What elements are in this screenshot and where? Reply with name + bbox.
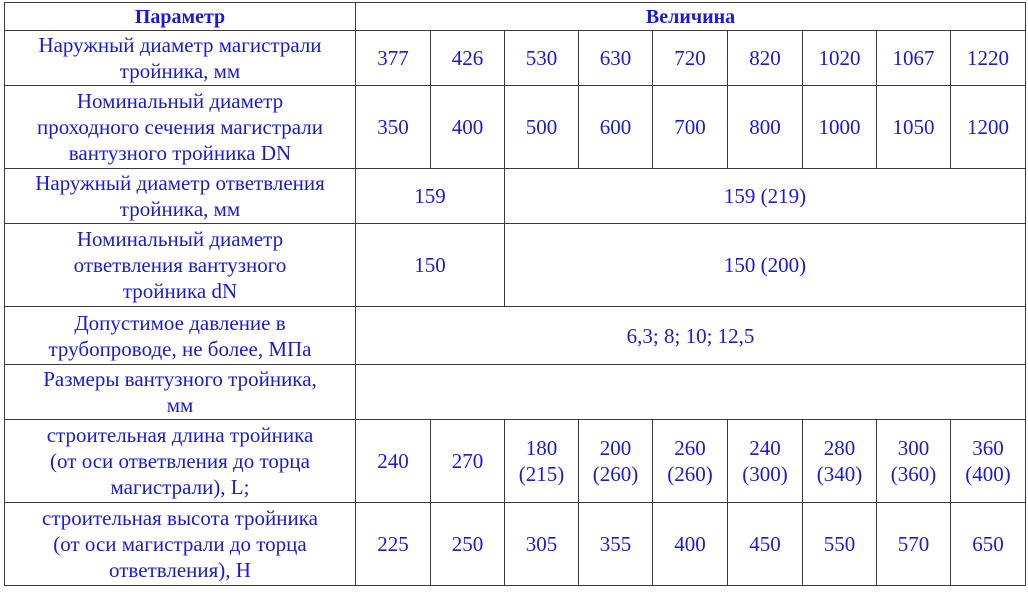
cell-value: 240 bbox=[356, 420, 431, 503]
cell-value: 350 bbox=[356, 86, 431, 169]
cell-value: 570 bbox=[877, 503, 951, 586]
row-label: строительная длина тройника (от оси ответвления до торца магистрали), L; bbox=[5, 420, 356, 503]
cell-value: 800 bbox=[728, 86, 803, 169]
cell-value: 1000 bbox=[803, 86, 877, 169]
row-label: Допустимое давление в трубопроводе, не более, МПа bbox=[5, 307, 356, 365]
cell-value: 6,3; 8; 10; 12,5 bbox=[356, 307, 1026, 365]
cell-value: 270 bbox=[431, 420, 505, 503]
row-label: строительная высота тройника (от оси магистрали до торца ответвления), Н bbox=[5, 503, 356, 586]
row-label: Номинальный диаметр ответвления вантузного тройника dN bbox=[5, 224, 356, 307]
cell-value: 650 bbox=[951, 503, 1026, 586]
row-label: Наружный диаметр магистрали тройника, мм bbox=[5, 31, 356, 86]
cell-value: 1220 bbox=[951, 31, 1026, 86]
cell-value: 400 bbox=[653, 503, 728, 586]
row-sizes bbox=[5, 365, 1026, 420]
row-nominal-diameter bbox=[5, 86, 1026, 169]
cell-value: 820 bbox=[728, 31, 803, 86]
cell-value: 377 bbox=[356, 31, 431, 86]
cell-value: 225 bbox=[356, 503, 431, 586]
cell-value: 260 (260) bbox=[653, 420, 728, 503]
cell-value: 159 (219) bbox=[505, 169, 1026, 224]
cell-value: 720 bbox=[653, 31, 728, 86]
cell-value: 250 bbox=[431, 503, 505, 586]
row-pressure bbox=[5, 307, 1026, 365]
cell-value: 150 bbox=[356, 224, 505, 307]
row-height bbox=[5, 503, 1026, 586]
cell-value: 180 (215) bbox=[505, 420, 579, 503]
cell-value: 1200 bbox=[951, 86, 1026, 169]
cell-value: 200 (260) bbox=[579, 420, 653, 503]
cell-value: 300 (360) bbox=[877, 420, 951, 503]
table-header-row bbox=[5, 3, 1026, 31]
cell-value: 550 bbox=[803, 503, 877, 586]
cell-value: 355 bbox=[579, 503, 653, 586]
cell-value: 530 bbox=[505, 31, 579, 86]
cell-value: 305 bbox=[505, 503, 579, 586]
row-label: Номинальный диаметр проходного сечения магистрали вантузного тройника DN bbox=[5, 86, 356, 169]
cell-value: 426 bbox=[431, 31, 505, 86]
cell-value: 500 bbox=[505, 86, 579, 169]
header-value: Величина bbox=[356, 3, 1026, 31]
header-param: Параметр bbox=[5, 3, 356, 31]
cell-value: 1020 bbox=[803, 31, 877, 86]
cell-value: 1050 bbox=[877, 86, 951, 169]
cell-value: 400 bbox=[431, 86, 505, 169]
cell-value: 150 (200) bbox=[505, 224, 1026, 307]
row-branch-outer bbox=[5, 169, 1026, 224]
cell-value: 1067 bbox=[877, 31, 951, 86]
cell-value: 240 (300) bbox=[728, 420, 803, 503]
cell-value: 280 (340) bbox=[803, 420, 877, 503]
parameters-table bbox=[4, 2, 1026, 586]
row-branch-nominal bbox=[5, 224, 1026, 307]
cell-value: 630 bbox=[579, 31, 653, 86]
row-label: Размеры вантузного тройника, мм bbox=[5, 365, 356, 420]
row-length bbox=[5, 420, 1026, 503]
cell-value: 159 bbox=[356, 169, 505, 224]
cell-value: 600 bbox=[579, 86, 653, 169]
row-label: Наружный диаметр ответвления тройника, мм bbox=[5, 169, 356, 224]
cell-value: 700 bbox=[653, 86, 728, 169]
row-outer-diameter bbox=[5, 31, 1026, 86]
cell-value: 360 (400) bbox=[951, 420, 1026, 503]
cell-value: 450 bbox=[728, 503, 803, 586]
cell-empty bbox=[356, 365, 1026, 420]
